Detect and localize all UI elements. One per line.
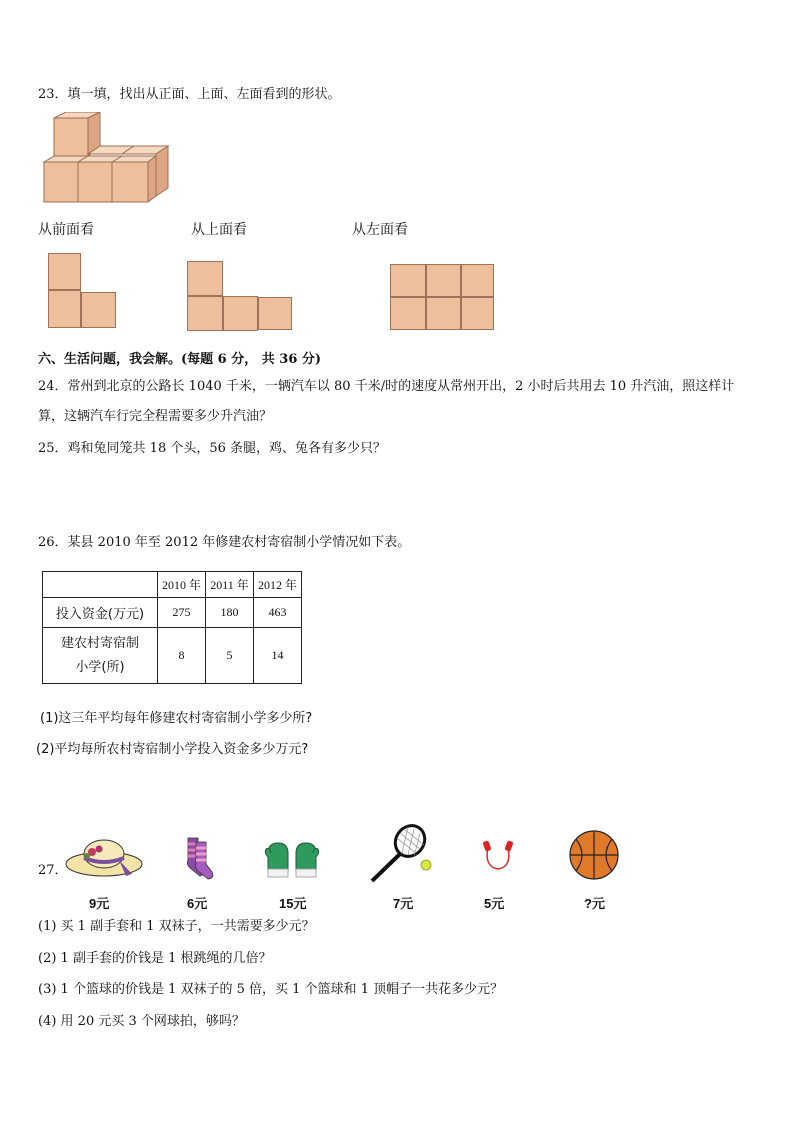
q27-number: 27． — [38, 863, 68, 878]
q26-sub1: (1)这三年平均每年修建农村寄宿制小学多少所? — [40, 711, 313, 726]
table-cell: 275 — [158, 598, 206, 628]
q26-sub2: (2)平均每所农村寄宿制小学投入资金多少万元? — [36, 742, 309, 757]
price-basketball: ?元 — [584, 896, 605, 911]
table-header-2012: 2012 年 — [254, 572, 302, 598]
socks-icon — [180, 836, 216, 880]
q24-line1: 24．常州到北京的公路长 1040 千米，一辆汽车以 80 千米/时的速度从常州开出，2 小时后共用去 10 升汽油，照这样计 — [38, 379, 735, 394]
q27-sub4: (4) 用 20 元买 3 个网球拍，够吗？ — [38, 1014, 245, 1029]
table-cell: 8 — [158, 628, 206, 684]
price-jump-rope: 5元 — [484, 896, 505, 911]
tennis-racket-icon — [368, 823, 432, 885]
q27-sub3: (3) 1 个篮球的价钱是 1 双袜子的 5 倍，买 1 个篮球和 1 顶帽子一共花多少元？ — [38, 982, 504, 997]
q26-text: 26．某县 2010 年至 2012 年修建农村寄宿制小学情况如下表。 — [38, 535, 411, 550]
table-row-schools-label-line1: 建农村寄宿制 — [60, 635, 139, 651]
table-header-empty — [43, 572, 158, 598]
section-6-title: 六、生活问题，我会解。(每题 6 分， 共 36 分) — [38, 352, 322, 367]
table-row-schools-label — [43, 628, 158, 684]
jump-rope-icon — [480, 839, 516, 875]
table-row-schools-label-line2: 小学(所) — [75, 659, 125, 675]
table-cell: 14 — [254, 628, 302, 684]
label-top-view: 从上面看 — [191, 222, 247, 238]
table-cell: 463 — [254, 598, 302, 628]
q27-sub2: (2) 1 副手套的价钱是 1 根跳绳的几倍？ — [38, 951, 272, 966]
table-row-investment-label: 投入资金(万元) — [43, 598, 158, 628]
price-socks: 6元 — [187, 896, 208, 911]
q25-text: 25．鸡和兔同笼共 18 个头，56 条腿，鸡、兔各有多少只？ — [38, 441, 387, 456]
q26-table — [42, 571, 302, 684]
q23-title: 23．填一填，找出从正面、上面、左面看到的形状。 — [38, 87, 341, 102]
table-header-2010: 2010 年 — [158, 572, 206, 598]
cube-stack-figure — [42, 112, 172, 204]
table-header-2011: 2011 年 — [206, 572, 254, 598]
q24-line2: 算，这辆汽车行完全程需要多少升汽油？ — [38, 409, 273, 424]
price-gloves: 15元 — [279, 896, 307, 911]
table-cell: 180 — [206, 598, 254, 628]
label-front-view: 从前面看 — [38, 222, 94, 238]
basketball-icon — [568, 829, 620, 881]
price-hat: 9元 — [89, 896, 110, 911]
q27-sub1: (1) 买 1 副手套和 1 双袜子，一共需要多少元？ — [38, 919, 315, 934]
hat-icon — [64, 834, 144, 882]
price-tennis-racket: 7元 — [393, 896, 414, 911]
table-cell: 5 — [206, 628, 254, 684]
label-left-view: 从左面看 — [352, 222, 408, 238]
gloves-icon — [264, 839, 322, 881]
